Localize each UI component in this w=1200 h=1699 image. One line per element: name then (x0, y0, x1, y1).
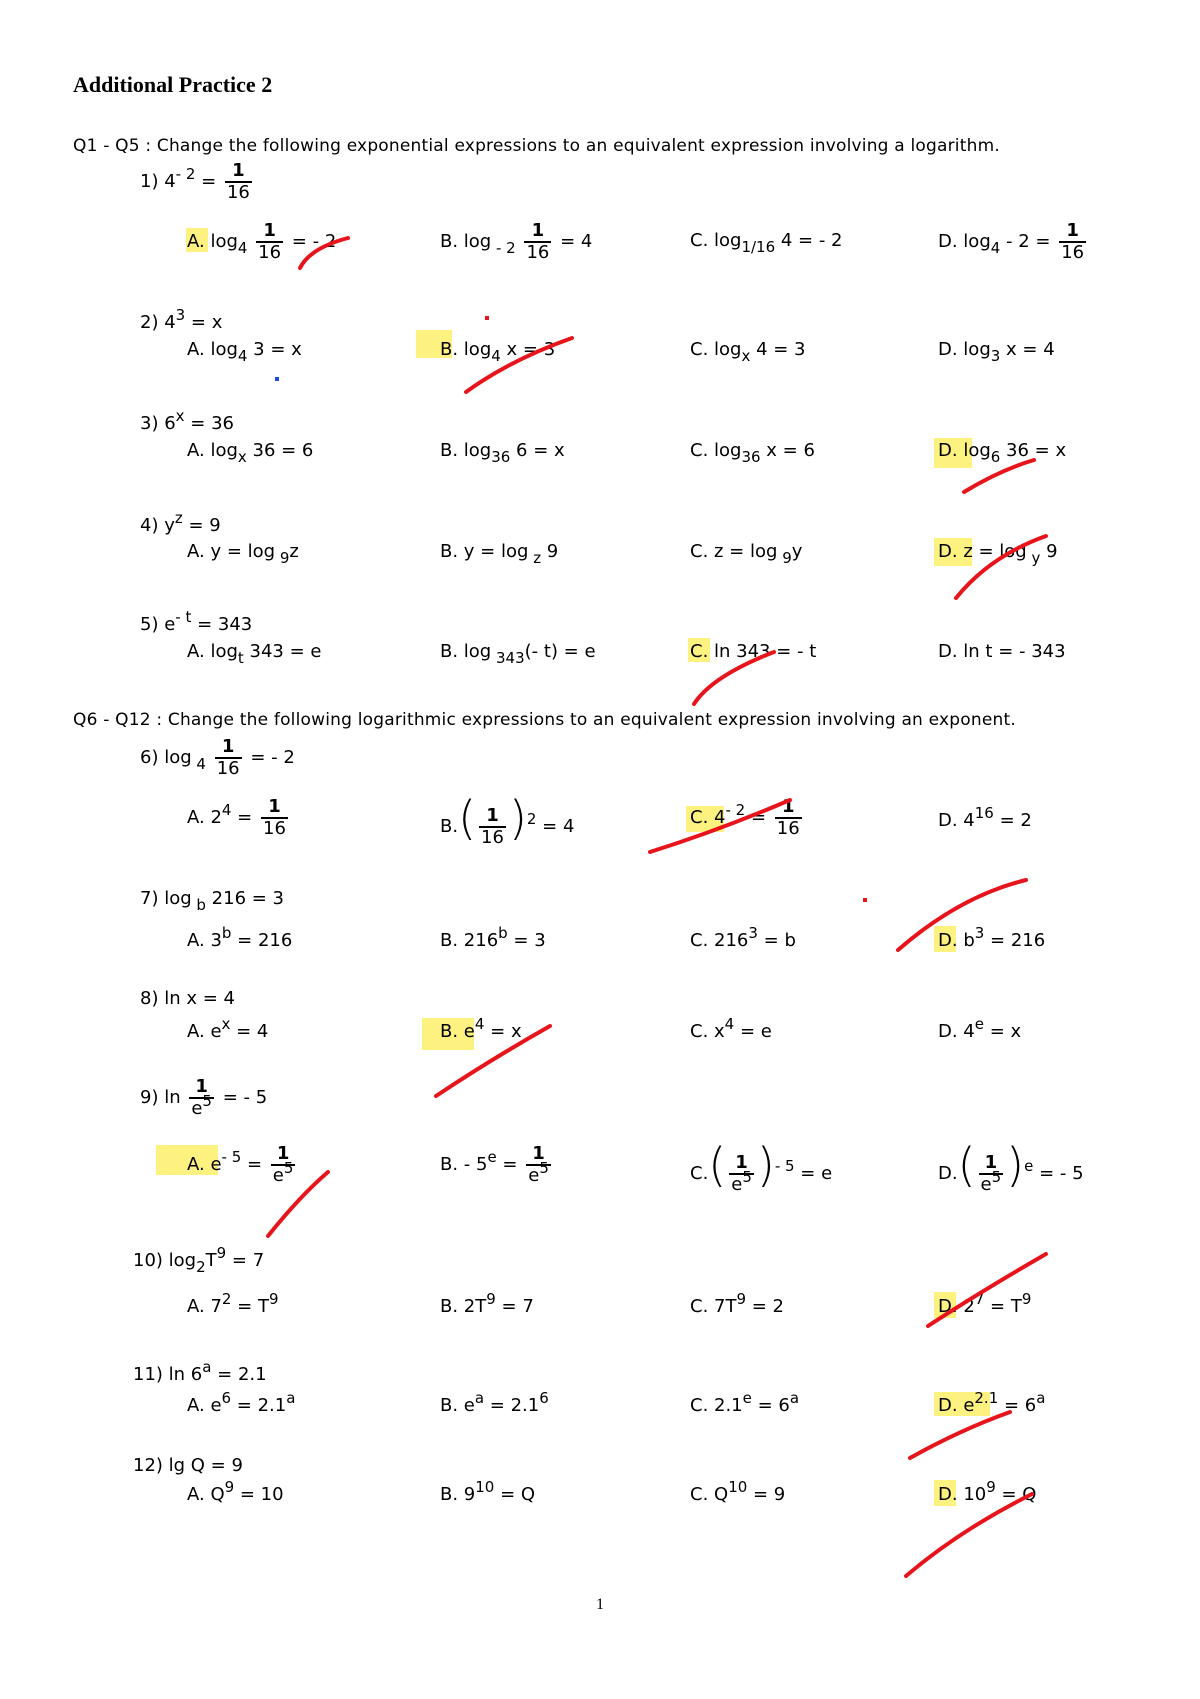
question-8: 8) ln x = 4 (140, 988, 235, 1009)
question-5: 5) $e^{- t} = 343$ (140, 608, 253, 635)
question-10: 10) $\log_2T^9 = 7$ (133, 1244, 265, 1276)
q9-option-b[interactable]: B. - $5^e$ = $\frac{1}{e^5}$ (440, 1143, 549, 1186)
q5-option-c[interactable]: C. ln 343 = - t (690, 641, 817, 662)
question-7: 7) log $_b$ 216 = 3 (140, 888, 284, 914)
q12-option-d[interactable]: D. $10^9 = Q$ (938, 1478, 1037, 1505)
q7-option-c[interactable]: C. $216^3 = b$ (690, 924, 796, 951)
q12-option-c[interactable]: C. $Q^{10} = 9$ (690, 1478, 786, 1505)
q10-option-a[interactable]: A. $7^2 = T^9$ (187, 1290, 279, 1317)
q2-option-d[interactable]: D. $\log_3 x = 4$ (938, 339, 1055, 365)
q8-option-b[interactable]: B. $e^4 = x$ (440, 1015, 522, 1042)
q6-option-a[interactable]: A. $2^4$ = $\frac{1}{16}$ (187, 796, 286, 839)
q5-option-d[interactable]: D. ln t = - 343 (938, 641, 1066, 662)
q6-option-b[interactable]: B.( $\frac{1}{16}$ )$^2$ = 4 (440, 791, 575, 848)
page-title: Additional Practice 2 (73, 72, 273, 97)
q10-option-d[interactable]: D. $2^7 = T^9$ (938, 1290, 1032, 1317)
q9-option-c[interactable]: C.( $\frac{1}{e^5}$ )$^{- 5}$ = e (690, 1138, 833, 1195)
q5-option-b[interactable]: B. log $_{343}$(- t) = e (440, 641, 596, 667)
pen-dot-blue (275, 377, 279, 381)
question-9: 9) ln $\frac{1}{e^5}$ = - 5 (140, 1076, 268, 1119)
q2-option-c[interactable]: C. $\log_x 4 = 3$ (690, 339, 806, 365)
q4-option-a[interactable]: A. y = log $_9$z (187, 541, 299, 567)
fraction: $\frac{1}{16}$ (226, 160, 250, 203)
q6-option-d[interactable]: D. $4^{16} = 2$ (938, 804, 1032, 831)
q10-option-b[interactable]: B. $2T^9 = 7$ (440, 1290, 534, 1317)
q9-option-d[interactable]: D.( $\frac{1}{e^5}$ )$^e$ = - 5 (938, 1138, 1084, 1195)
pen-dot-red-1 (485, 316, 489, 320)
q1-option-c[interactable]: C. $\log_{1/16} 4$ = - 2 (690, 230, 843, 256)
q8-option-c[interactable]: C. $x^4 = e$ (690, 1015, 772, 1042)
q3-option-d[interactable]: D. $\log_6 36 = x$ (938, 440, 1067, 466)
q8-option-a[interactable]: A. $e^x = 4$ (187, 1015, 269, 1042)
question-4: 4) $y^z = 9$ (140, 509, 221, 536)
q11-option-b[interactable]: B. $e^a = 2.1^6$ (440, 1389, 549, 1416)
q12-option-a[interactable]: A. $Q^9 = 10$ (187, 1478, 284, 1505)
question-12: 12) lg Q = 9 (133, 1455, 243, 1476)
q3-option-b[interactable]: B. $\log_{36} 6 = x$ (440, 440, 565, 466)
page-number: 1 (596, 1596, 604, 1613)
q4-option-c[interactable]: C. z = log $_9$y (690, 541, 803, 567)
instructions-part1: Q1 - Q5 : Change the following exponential expressions to an equivalent expression involving a logarithm. (73, 136, 1000, 156)
q2-option-b[interactable]: B. $\log_4 x = 3$ (440, 339, 556, 365)
q11-option-c[interactable]: C. $2.1^e = 6^a$ (690, 1389, 800, 1416)
q4-option-d[interactable]: D. z = log $_y$ 9 (938, 541, 1058, 567)
q7-option-b[interactable]: B. $216^b = 3$ (440, 924, 546, 951)
q5-option-a[interactable]: A. $\log_t 343 = e$ (187, 641, 322, 667)
q4-option-b[interactable]: B. y = log $_z$ 9 (440, 541, 559, 567)
q1-option-d[interactable]: D. $\log_4 - 2$ = $\frac{1}{16}$ (938, 220, 1085, 263)
pen-dot-red-2 (863, 898, 867, 902)
pen-check-q11 (910, 1412, 1010, 1458)
question-3: 3) $6^x = 36$ (140, 407, 234, 434)
q3-option-a[interactable]: A. $\log_x 36 = 6$ (187, 440, 314, 466)
q1-option-a[interactable]: A. $\log_4$ $\frac{1}{16}$ = - 2 (187, 220, 337, 263)
q10-option-c[interactable]: C. $7T^9 = 2$ (690, 1290, 784, 1317)
q1-option-b[interactable]: B. log $_{- 2}$ $\frac{1}{16}$ = 4 (440, 220, 593, 263)
q12-option-b[interactable]: B. $9^{10} = Q$ (440, 1478, 536, 1505)
q6-option-c[interactable]: C. $4^{- 2}$ = $\frac{1}{16}$ (690, 796, 800, 839)
q2-option-a[interactable]: A. $\log_4 3 = x$ (187, 339, 302, 365)
q3-option-c[interactable]: C. $\log_{36} x = 6$ (690, 440, 815, 466)
question-2: 2) $4^3 = x$ (140, 306, 223, 333)
q9-option-a[interactable]: A. $e^{- 5}$ = $\frac{1}{e^5}$ (187, 1143, 294, 1186)
q11-option-d[interactable]: D. $e^{2.1} = 6^a$ (938, 1389, 1046, 1416)
instructions-part2: Q6 - Q12 : Change the following logarithmic expressions to an equivalent expression involving an exponent. (73, 710, 1016, 730)
q11-option-a[interactable]: A. $e^6 = 2.1^a$ (187, 1389, 296, 1416)
q8-option-d[interactable]: D. $4^e = x$ (938, 1015, 1022, 1042)
question-1: 1) $4^{- 2}$ = $\frac{1}{16}$ (140, 160, 250, 203)
q7-option-d[interactable]: D. $b^3 = 216$ (938, 924, 1046, 951)
question-6: 6) log $_4$ $\frac{1}{16}$ = - 2 (140, 736, 295, 779)
question-11: 11) $\ln 6^a = 2.1$ (133, 1358, 267, 1385)
pen-check-q12 (906, 1494, 1032, 1576)
q7-option-a[interactable]: A. $3^b = 216$ (187, 924, 293, 951)
